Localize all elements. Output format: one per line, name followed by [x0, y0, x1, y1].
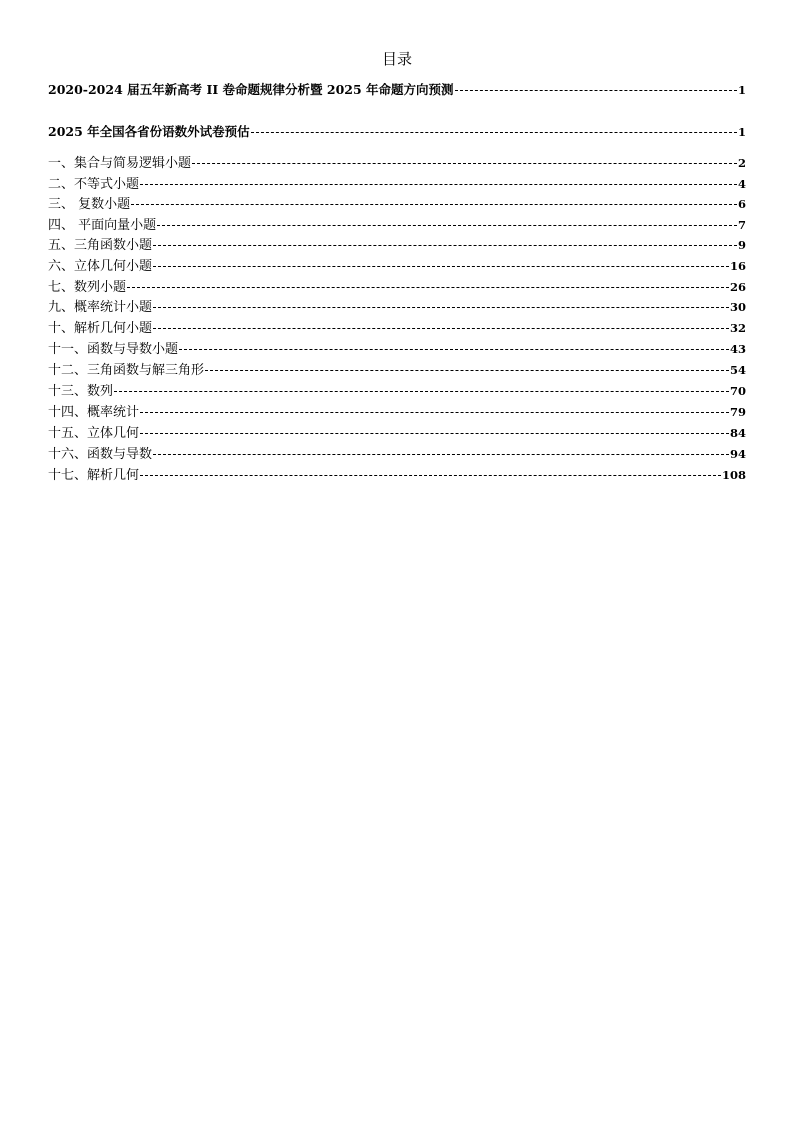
toc-entry-title: 十三、数列: [48, 383, 114, 399]
toc-entry-title: 十四、概率统计: [48, 404, 140, 420]
toc-entry-page: 16: [729, 259, 746, 273]
dot-leader: [153, 454, 729, 455]
dot-leader: [157, 225, 737, 226]
toc-entry-page: 9: [737, 238, 746, 252]
toc-entry-page: 32: [729, 321, 746, 335]
toc-entry-title: 十六、函数与导数: [48, 446, 153, 462]
toc-entry-page: 70: [729, 383, 746, 398]
toc-entry-title: 一、集合与简易逻辑小题: [48, 156, 192, 171]
toc-entry-page: 1: [737, 83, 746, 97]
dot-leader: [179, 349, 729, 350]
toc-entry-page: 79: [729, 404, 746, 419]
toc-entry-sequences[interactable]: [48, 381, 746, 401]
toc-entry-title: 三、 复数小题: [48, 197, 131, 212]
toc-entry-title: 七、数列小题: [48, 279, 127, 295]
toc-entry-title: 四、 平面向量小题: [48, 217, 157, 233]
dot-leader: [205, 370, 729, 371]
toc-title: 目录: [381, 50, 412, 68]
toc-entry-title: 十一、函数与导数小题: [48, 342, 179, 357]
dot-leader: [140, 184, 737, 185]
toc-entry-analytic-geometry-short[interactable]: [48, 318, 746, 338]
dot-leader: [140, 475, 721, 476]
toc-entry-solid-geometry[interactable]: [48, 423, 746, 443]
toc-entry-page: 4: [737, 176, 746, 191]
toc-entry-trig-functions[interactable]: [48, 235, 746, 255]
toc-entry-solid-geometry-short[interactable]: [48, 256, 746, 276]
toc-entry-trig-triangles[interactable]: [48, 360, 746, 380]
toc-entry-page: 6: [737, 197, 746, 211]
toc-entry-inequalities[interactable]: [48, 174, 746, 194]
dot-leader: [140, 412, 729, 413]
dot-leader: [131, 204, 737, 205]
toc-entry-functions-derivatives[interactable]: [48, 444, 746, 464]
toc-entry-sequences-short[interactable]: [48, 277, 746, 297]
toc-entry-provincial-forecast[interactable]: [48, 122, 746, 142]
toc-entry-plane-vectors[interactable]: [48, 215, 746, 235]
toc-entry-title: 十五、立体几何: [48, 425, 140, 441]
toc-entry-title: 十、解析几何小题: [48, 321, 153, 336]
toc-entry-exam-analysis[interactable]: [48, 80, 746, 100]
dot-leader: [153, 307, 729, 308]
toc-entry-title: 二、不等式小题: [48, 176, 140, 192]
toc-entry-title: 六、立体几何小题: [48, 259, 153, 274]
dot-leader: [127, 287, 729, 288]
toc-entry-page: 94: [729, 446, 746, 461]
dot-leader: [192, 163, 737, 164]
toc-entry-page: 7: [737, 217, 746, 232]
toc-entry-title: 五、三角函数小题: [48, 238, 153, 253]
toc-entry-title: 十二、三角函数与解三角形: [48, 363, 205, 378]
toc-entry-title: 九、概率统计小题: [48, 300, 153, 315]
toc-entry-page: 1: [737, 125, 746, 139]
toc-entry-page: 54: [729, 363, 746, 377]
dot-leader: [153, 328, 729, 329]
toc-entry-page: 43: [729, 342, 746, 356]
toc-entry-title: 2020-2024 届五年新高考 II 卷命题规律分析暨 2025 年命题方向预测: [48, 82, 454, 97]
toc-entry-probability-short[interactable]: [48, 297, 746, 317]
toc-entry-analytic-geometry[interactable]: [48, 465, 746, 485]
dot-leader: [251, 132, 737, 133]
toc-entry-title: 2025 年全国各省份语数外试卷预估: [48, 124, 250, 139]
dot-leader: [153, 245, 737, 246]
dot-leader: [114, 391, 729, 392]
toc-entry-page: 26: [729, 279, 746, 294]
toc-entry-functions-derivatives-short[interactable]: [48, 339, 746, 359]
toc-entry-page: 2: [737, 156, 746, 170]
toc-entry-page: 30: [729, 300, 746, 314]
toc-entry-complex-numbers[interactable]: [48, 194, 746, 214]
dot-leader: [140, 433, 729, 434]
toc-entry-sets-logic[interactable]: [48, 153, 746, 173]
toc-entry-page: 84: [729, 425, 746, 440]
toc-entry-title: 十七、解析几何: [48, 467, 140, 483]
dot-leader: [455, 90, 737, 91]
toc-entry-page: 108: [721, 467, 746, 482]
dot-leader: [153, 266, 729, 267]
toc-entry-probability[interactable]: [48, 402, 746, 422]
